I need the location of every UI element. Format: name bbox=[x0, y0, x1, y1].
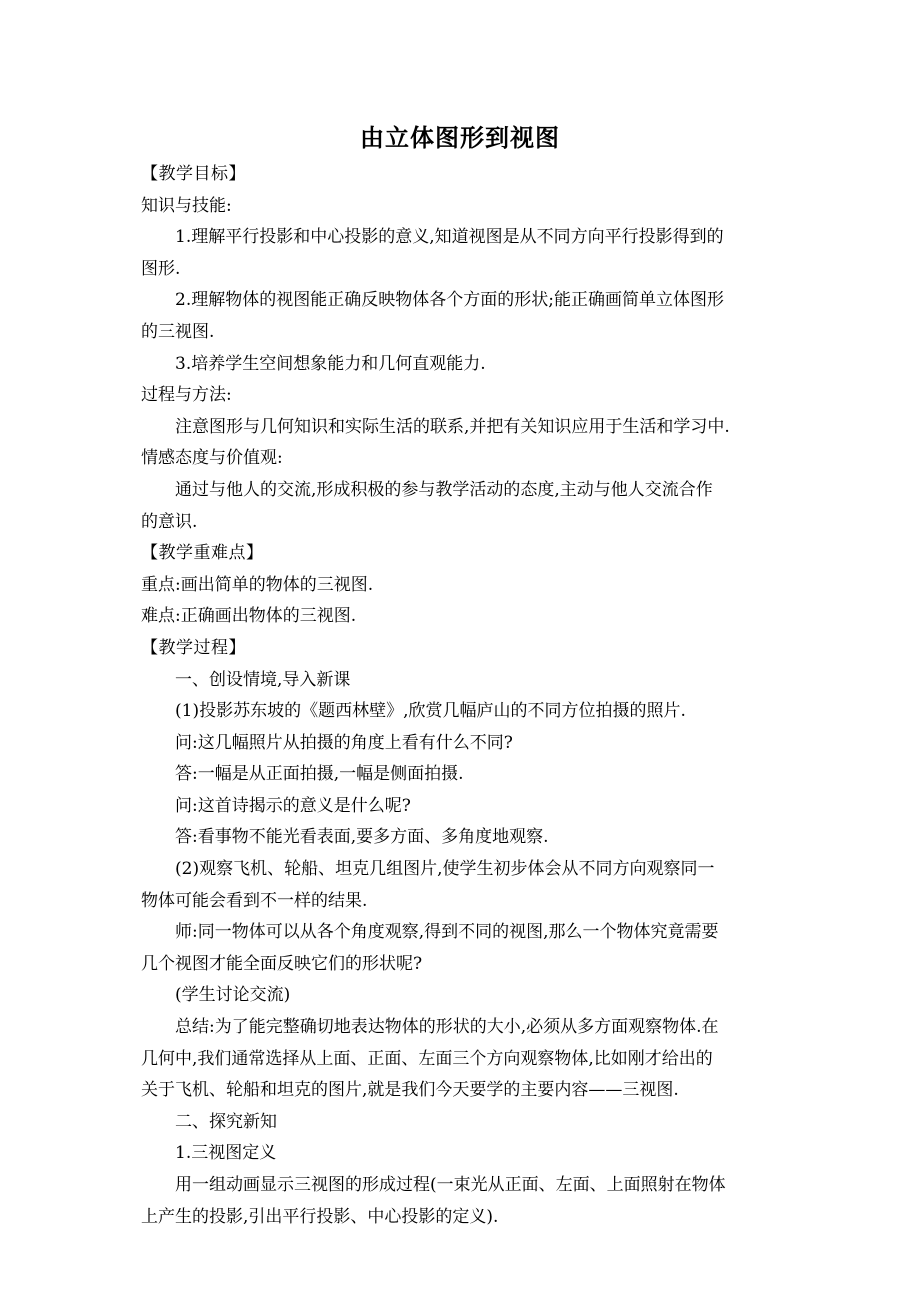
text-line: 答:看事物不能光看表面,要多方面、多角度地观察. bbox=[175, 827, 549, 848]
text-line: 用一组动画显示三视图的形成过程(一束光从正面、左面、上面照射在物体 bbox=[175, 1175, 726, 1195]
section-heading: 【教学过程】 bbox=[141, 637, 246, 658]
text-line: 关于飞机、轮船和坦克的图片,就是我们今天要学的主要内容——三视图. bbox=[141, 1080, 679, 1101]
text-line: 几个视图才能全面反映它们的形状呢? bbox=[141, 953, 423, 974]
text-line: (2)观察飞机、轮船、坦克几组图片,使学生初步体会从不同方向观察同一 bbox=[175, 859, 715, 880]
text-line: 一、创设情境,导入新课 bbox=[175, 669, 351, 690]
text-line: 1.三视图定义 bbox=[175, 1143, 277, 1164]
text-line: 物体可能会看到不一样的结果. bbox=[141, 890, 368, 911]
document-title: 由立体图形到视图 bbox=[360, 124, 560, 152]
text-line: 答:一幅是从正面拍摄,一幅是侧面拍摄. bbox=[175, 764, 464, 785]
section-heading: 【教学重难点】 bbox=[141, 543, 264, 564]
text-line: 图形. bbox=[141, 258, 181, 279]
text-line: 重点:画出简单的物体的三视图. bbox=[141, 574, 374, 595]
text-line: 上产生的投影,引出平行投影、中心投影的定义). bbox=[141, 1206, 499, 1227]
text-line: 的三视图. bbox=[141, 321, 215, 342]
text-line: 问:这首诗揭示的意义是什么呢? bbox=[175, 795, 411, 816]
text-line: 的意识. bbox=[141, 511, 198, 532]
text-line: 二、探究新知 bbox=[175, 1111, 277, 1132]
text-line: 难点:正确画出物体的三视图. bbox=[141, 606, 357, 627]
subsection-heading: 知识与技能: bbox=[141, 195, 232, 216]
text-line: (1)投影苏东坡的《题西林壁》,欣赏几幅庐山的不同方位拍摄的照片. bbox=[175, 701, 686, 722]
section-heading: 【教学目标】 bbox=[141, 164, 246, 184]
text-line: 2.理解物体的视图能正确反映物体各个方面的形状;能正确画简单立体图形 bbox=[175, 290, 724, 311]
text-line: 问:这几幅照片从拍摄的角度上看有什么不同? bbox=[175, 732, 513, 753]
text-line: 师:同一物体可以从各个角度观察,得到不同的视图,那么一个物体究竟需要 bbox=[175, 922, 719, 943]
text-line: 总结:为了能完整确切地表达物体的形状的大小,必须从多方面观察物体.在 bbox=[175, 1017, 719, 1038]
text-line: 3.培养学生空间想象能力和几何直观能力. bbox=[175, 353, 486, 374]
text-line: 注意图形与几何知识和实际生活的联系,并把有关知识应用于生活和学习中. bbox=[175, 416, 730, 437]
subsection-heading: 情感态度与价值观: bbox=[141, 448, 283, 469]
text-line: 通过与他人的交流,形成积极的参与教学活动的态度,主动与他人交流合作 bbox=[175, 479, 713, 500]
subsection-heading: 过程与方法: bbox=[141, 385, 232, 406]
text-line: (学生讨论交流) bbox=[175, 985, 291, 1006]
text-line: 几何中,我们通常选择从上面、正面、左面三个方向观察物体,比如刚才给出的 bbox=[141, 1048, 713, 1069]
text-line: 1.理解平行投影和中心投影的意义,知道视图是从不同方向平行投影得到的 bbox=[175, 227, 724, 248]
document-body bbox=[141, 159, 789, 1233]
